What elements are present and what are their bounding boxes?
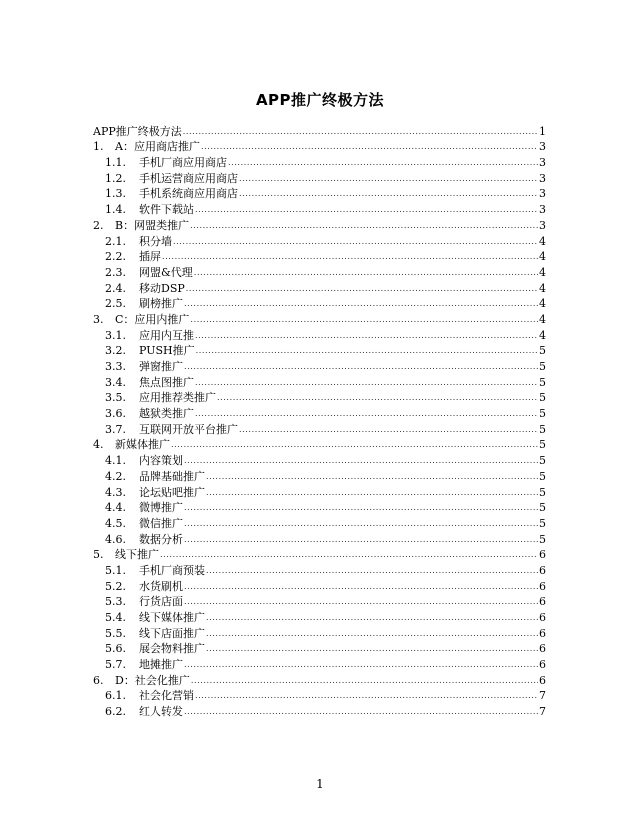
toc-entry-label: 线下推广	[115, 548, 159, 562]
toc-entry-label: 新媒体推广	[115, 438, 170, 452]
toc-entry-page: 4	[539, 281, 546, 295]
toc-entry[interactable]	[93, 531, 546, 547]
toc-dot-leader	[206, 488, 538, 498]
toc-entry-label: 越狱类推广	[139, 407, 194, 421]
toc-entry-label: 手机厂商应用商店	[139, 156, 227, 170]
toc-entry-number: 1.3.	[105, 187, 126, 201]
toc-entry-page: 6	[539, 563, 546, 577]
toc-entry-page: 4	[539, 250, 546, 264]
toc-entry[interactable]	[93, 139, 546, 155]
toc-entry[interactable]	[93, 201, 546, 217]
toc-entry-label: 手机运营商应用商店	[139, 171, 238, 185]
toc-entry[interactable]	[93, 264, 546, 280]
toc-dot-leader	[206, 629, 538, 639]
toc-entry-page: 5	[539, 407, 546, 421]
toc-entry-label: 社会化营销	[139, 689, 194, 703]
toc-entry-page: 6	[539, 548, 546, 562]
toc-entry[interactable]	[93, 154, 546, 170]
toc-entry-number: 1.	[93, 140, 104, 154]
toc-entry-page: 7	[539, 705, 546, 719]
toc-entry-number: 1.1.	[105, 156, 126, 170]
toc-entry-page: 6	[539, 673, 546, 687]
toc-dot-leader	[184, 707, 538, 717]
toc-entry-number: 5.5.	[105, 626, 126, 640]
toc-entry-label: D：社会化推广	[115, 673, 190, 687]
toc-entry[interactable]	[93, 311, 546, 327]
toc-entry-page: 5	[539, 469, 546, 483]
toc-entry-page: 7	[539, 689, 546, 703]
toc-entry-number: 2.1.	[105, 234, 126, 248]
toc-dot-leader	[195, 331, 538, 341]
toc-entry-number: 6.2.	[105, 705, 126, 719]
toc-entry-page: 3	[539, 171, 546, 185]
document-title: APP推广终极方法	[255, 91, 385, 109]
toc-entry-label: 插屏	[139, 250, 161, 264]
toc-entry[interactable]	[93, 641, 546, 657]
toc-entry-label: 内容策划	[139, 454, 183, 468]
toc-entry[interactable]	[93, 703, 546, 719]
toc-entry[interactable]	[93, 437, 546, 453]
toc-entry[interactable]	[93, 123, 546, 139]
toc-entry-number: 2.3.	[105, 265, 126, 279]
toc-entry-number: 2.5.	[105, 297, 126, 311]
toc-entry-page: 5	[539, 438, 546, 452]
toc-entry[interactable]	[93, 578, 546, 594]
toc-entry-label: 软件下载站	[139, 203, 194, 217]
toc-entry-label: 水货刷机	[139, 579, 183, 593]
toc-entry-label: 手机厂商预装	[139, 563, 205, 577]
toc-dot-leader	[196, 346, 538, 356]
toc-entry-label: 论坛贴吧推广	[139, 485, 205, 499]
toc-dot-leader	[160, 550, 538, 560]
toc-entry[interactable]	[93, 280, 546, 296]
toc-dot-leader	[239, 189, 538, 199]
toc-entry-page: 5	[539, 516, 546, 530]
toc-entry-number: 3.	[93, 312, 104, 326]
toc-dot-leader	[201, 142, 538, 152]
toc-entry-number: 2.2.	[105, 250, 126, 264]
toc-entry-label: 焦点图推广	[139, 375, 194, 389]
toc-entry[interactable]	[93, 452, 546, 468]
toc-entry-label: 红人转发	[139, 705, 183, 719]
toc-dot-leader	[184, 519, 538, 529]
toc-dot-leader	[171, 440, 538, 450]
toc-entry-page: 3	[539, 140, 546, 154]
toc-entry-page: 3	[539, 203, 546, 217]
toc-entry-number: 5.3.	[105, 595, 126, 609]
toc-entry-number: 6.	[93, 673, 104, 687]
toc-entry-label: 互联网开放平台推广	[139, 422, 238, 436]
toc-entry-number: 5.2.	[105, 579, 126, 593]
toc-dot-leader	[162, 252, 538, 262]
toc-entry[interactable]	[93, 374, 546, 390]
toc-entry-number: 5.1.	[105, 563, 126, 577]
toc-dot-leader	[195, 409, 538, 419]
toc-entry-page: 4	[539, 234, 546, 248]
toc-dot-leader	[239, 174, 538, 184]
toc-entry-number: 4.4.	[105, 501, 126, 515]
toc-entry-page: 4	[539, 312, 546, 326]
toc-entry-number: 2.	[93, 218, 104, 232]
toc-dot-leader	[184, 535, 538, 545]
toc-entry-page: 5	[539, 532, 546, 546]
toc-entry-number: 3.5.	[105, 391, 126, 405]
toc-dot-leader	[217, 393, 538, 403]
toc-entry-number: 5.6.	[105, 642, 126, 656]
toc-entry[interactable]	[93, 296, 546, 312]
toc-entry-label: B：网盟类推广	[115, 218, 190, 232]
toc-entry-page: 3	[539, 156, 546, 170]
toc-dot-leader	[206, 566, 538, 576]
toc-entry-number: 3.2.	[105, 344, 126, 358]
toc-dot-leader	[195, 378, 538, 388]
table-of-contents	[93, 123, 546, 719]
toc-entry-label: C：应用内推广	[115, 312, 190, 326]
toc-dot-leader	[206, 472, 538, 482]
toc-entry-label: 微博推广	[139, 501, 183, 515]
toc-entry-label: 行货店面	[139, 595, 183, 609]
toc-entry-number: 3.1.	[105, 328, 126, 342]
toc-entry[interactable]	[93, 233, 546, 249]
toc-dot-leader	[195, 205, 538, 215]
toc-entry-number: 2.4.	[105, 281, 126, 295]
toc-dot-leader	[239, 425, 538, 435]
toc-entry-label: 线下媒体推广	[139, 611, 205, 624]
toc-entry-page: 3	[539, 218, 546, 232]
toc-entry-label: 微信推广	[139, 516, 183, 530]
toc-entry-number: 4.1.	[105, 454, 126, 468]
toc-entry[interactable]	[93, 421, 546, 437]
toc-entry-page: 5	[539, 454, 546, 468]
toc-entry-page: 5	[539, 501, 546, 515]
toc-entry[interactable]	[93, 186, 546, 202]
toc-dot-leader	[184, 299, 538, 309]
toc-entry-number: 4.	[93, 438, 104, 452]
toc-entry-page: 6	[539, 595, 546, 609]
toc-entry-number: 5.	[93, 548, 104, 562]
toc-entry-page: 4	[539, 328, 546, 342]
toc-entry-label: 展会物料推广	[139, 642, 205, 656]
toc-entry-number: 6.1.	[105, 689, 126, 703]
toc-entry-number: 3.7.	[105, 422, 126, 436]
toc-entry[interactable]	[93, 688, 546, 704]
toc-entry[interactable]	[93, 405, 546, 421]
toc-entry-number: 1.2.	[105, 171, 126, 185]
toc-entry-label: 手机系统商应用商店	[139, 187, 238, 201]
toc-entry[interactable]	[93, 484, 546, 500]
toc-entry-label: APP推广终极方法	[93, 124, 182, 138]
toc-entry-label: 网盟&代理	[139, 265, 193, 279]
toc-entry-label: 数据分析	[139, 532, 183, 546]
toc-entry-number: 3.4.	[105, 375, 126, 389]
toc-entry-label: 弹窗推广	[139, 360, 183, 373]
toc-entry[interactable]	[93, 217, 546, 233]
toc-entry-number: 3.3.	[105, 360, 126, 373]
toc-entry-page: 5	[539, 422, 546, 436]
toc-entry[interactable]	[93, 547, 546, 563]
toc-entry[interactable]	[93, 500, 546, 516]
toc-entry[interactable]	[93, 609, 546, 625]
toc-entry-label: 应用推荐类推广	[139, 391, 216, 405]
toc-entry-number: 4.6.	[105, 532, 126, 546]
toc-entry-page: 6	[539, 658, 546, 672]
toc-dot-leader	[206, 613, 538, 623]
toc-entry[interactable]	[93, 515, 546, 531]
toc-dot-leader	[206, 644, 538, 654]
toc-entry[interactable]	[93, 170, 546, 186]
toc-entry-number: 4.2.	[105, 469, 126, 483]
toc-dot-leader	[195, 691, 538, 701]
toc-entry[interactable]	[93, 672, 546, 688]
toc-entry-label: 移动DSP	[139, 281, 185, 295]
toc-entry[interactable]	[93, 249, 546, 265]
toc-dot-leader	[184, 660, 538, 670]
toc-entry-label: 品牌基础推广	[139, 469, 205, 483]
toc-entry[interactable]	[93, 343, 546, 359]
toc-entry-page: 5	[539, 485, 546, 499]
toc-dot-leader	[184, 456, 538, 466]
toc-entry-page: 3	[539, 187, 546, 201]
toc-entry-label: A：应用商店推广	[115, 140, 200, 154]
toc-dot-leader	[190, 221, 538, 231]
toc-entry-page: 4	[539, 265, 546, 279]
toc-dot-leader	[194, 268, 538, 278]
toc-entry[interactable]	[93, 656, 546, 672]
toc-entry-number: 5.7.	[105, 658, 126, 672]
toc-entry-label: PUSH推广	[139, 344, 195, 358]
toc-dot-leader	[186, 284, 538, 294]
toc-entry-page: 6	[539, 579, 546, 593]
toc-dot-leader	[183, 127, 538, 137]
toc-entry[interactable]	[93, 625, 546, 641]
toc-dot-leader	[191, 676, 538, 686]
toc-entry[interactable]	[93, 468, 546, 484]
toc-entry-page: 6	[539, 642, 546, 656]
toc-dot-leader	[173, 237, 538, 247]
toc-entry-number: 4.5.	[105, 516, 126, 530]
toc-entry[interactable]	[93, 327, 546, 343]
toc-dot-leader	[184, 597, 538, 607]
toc-entry-label: 线下店面推广	[139, 626, 205, 640]
toc-entry-page: 5	[539, 391, 546, 405]
toc-entry-number: 3.6.	[105, 407, 126, 421]
toc-dot-leader	[190, 315, 538, 325]
toc-entry-page: 5	[539, 360, 546, 373]
toc-entry-number: 5.4.	[105, 611, 126, 624]
toc-entry-page: 6	[539, 626, 546, 640]
toc-entry[interactable]	[93, 594, 546, 610]
toc-entry-page: 4	[539, 297, 546, 311]
toc-dot-leader	[228, 158, 538, 168]
toc-entry-page: 1	[539, 124, 546, 138]
toc-dot-leader	[184, 582, 538, 592]
toc-entry-number: 1.4.	[105, 203, 126, 217]
toc-entry-number: 4.3.	[105, 485, 126, 499]
toc-entry[interactable]	[93, 358, 546, 374]
page-number: 1	[316, 777, 324, 791]
toc-entry-label: 刷榜推广	[139, 297, 183, 311]
toc-entry[interactable]	[93, 562, 546, 578]
toc-dot-leader	[184, 503, 538, 513]
toc-entry-label: 积分墙	[139, 234, 172, 248]
toc-entry-label: 地摊推广	[139, 658, 183, 672]
toc-entry[interactable]	[93, 390, 546, 406]
toc-entry-page: 6	[539, 611, 546, 624]
toc-entry-page: 5	[539, 344, 546, 358]
toc-dot-leader	[184, 362, 538, 372]
toc-entry-label: 应用内互推	[139, 328, 194, 342]
toc-entry-page: 5	[539, 375, 546, 389]
